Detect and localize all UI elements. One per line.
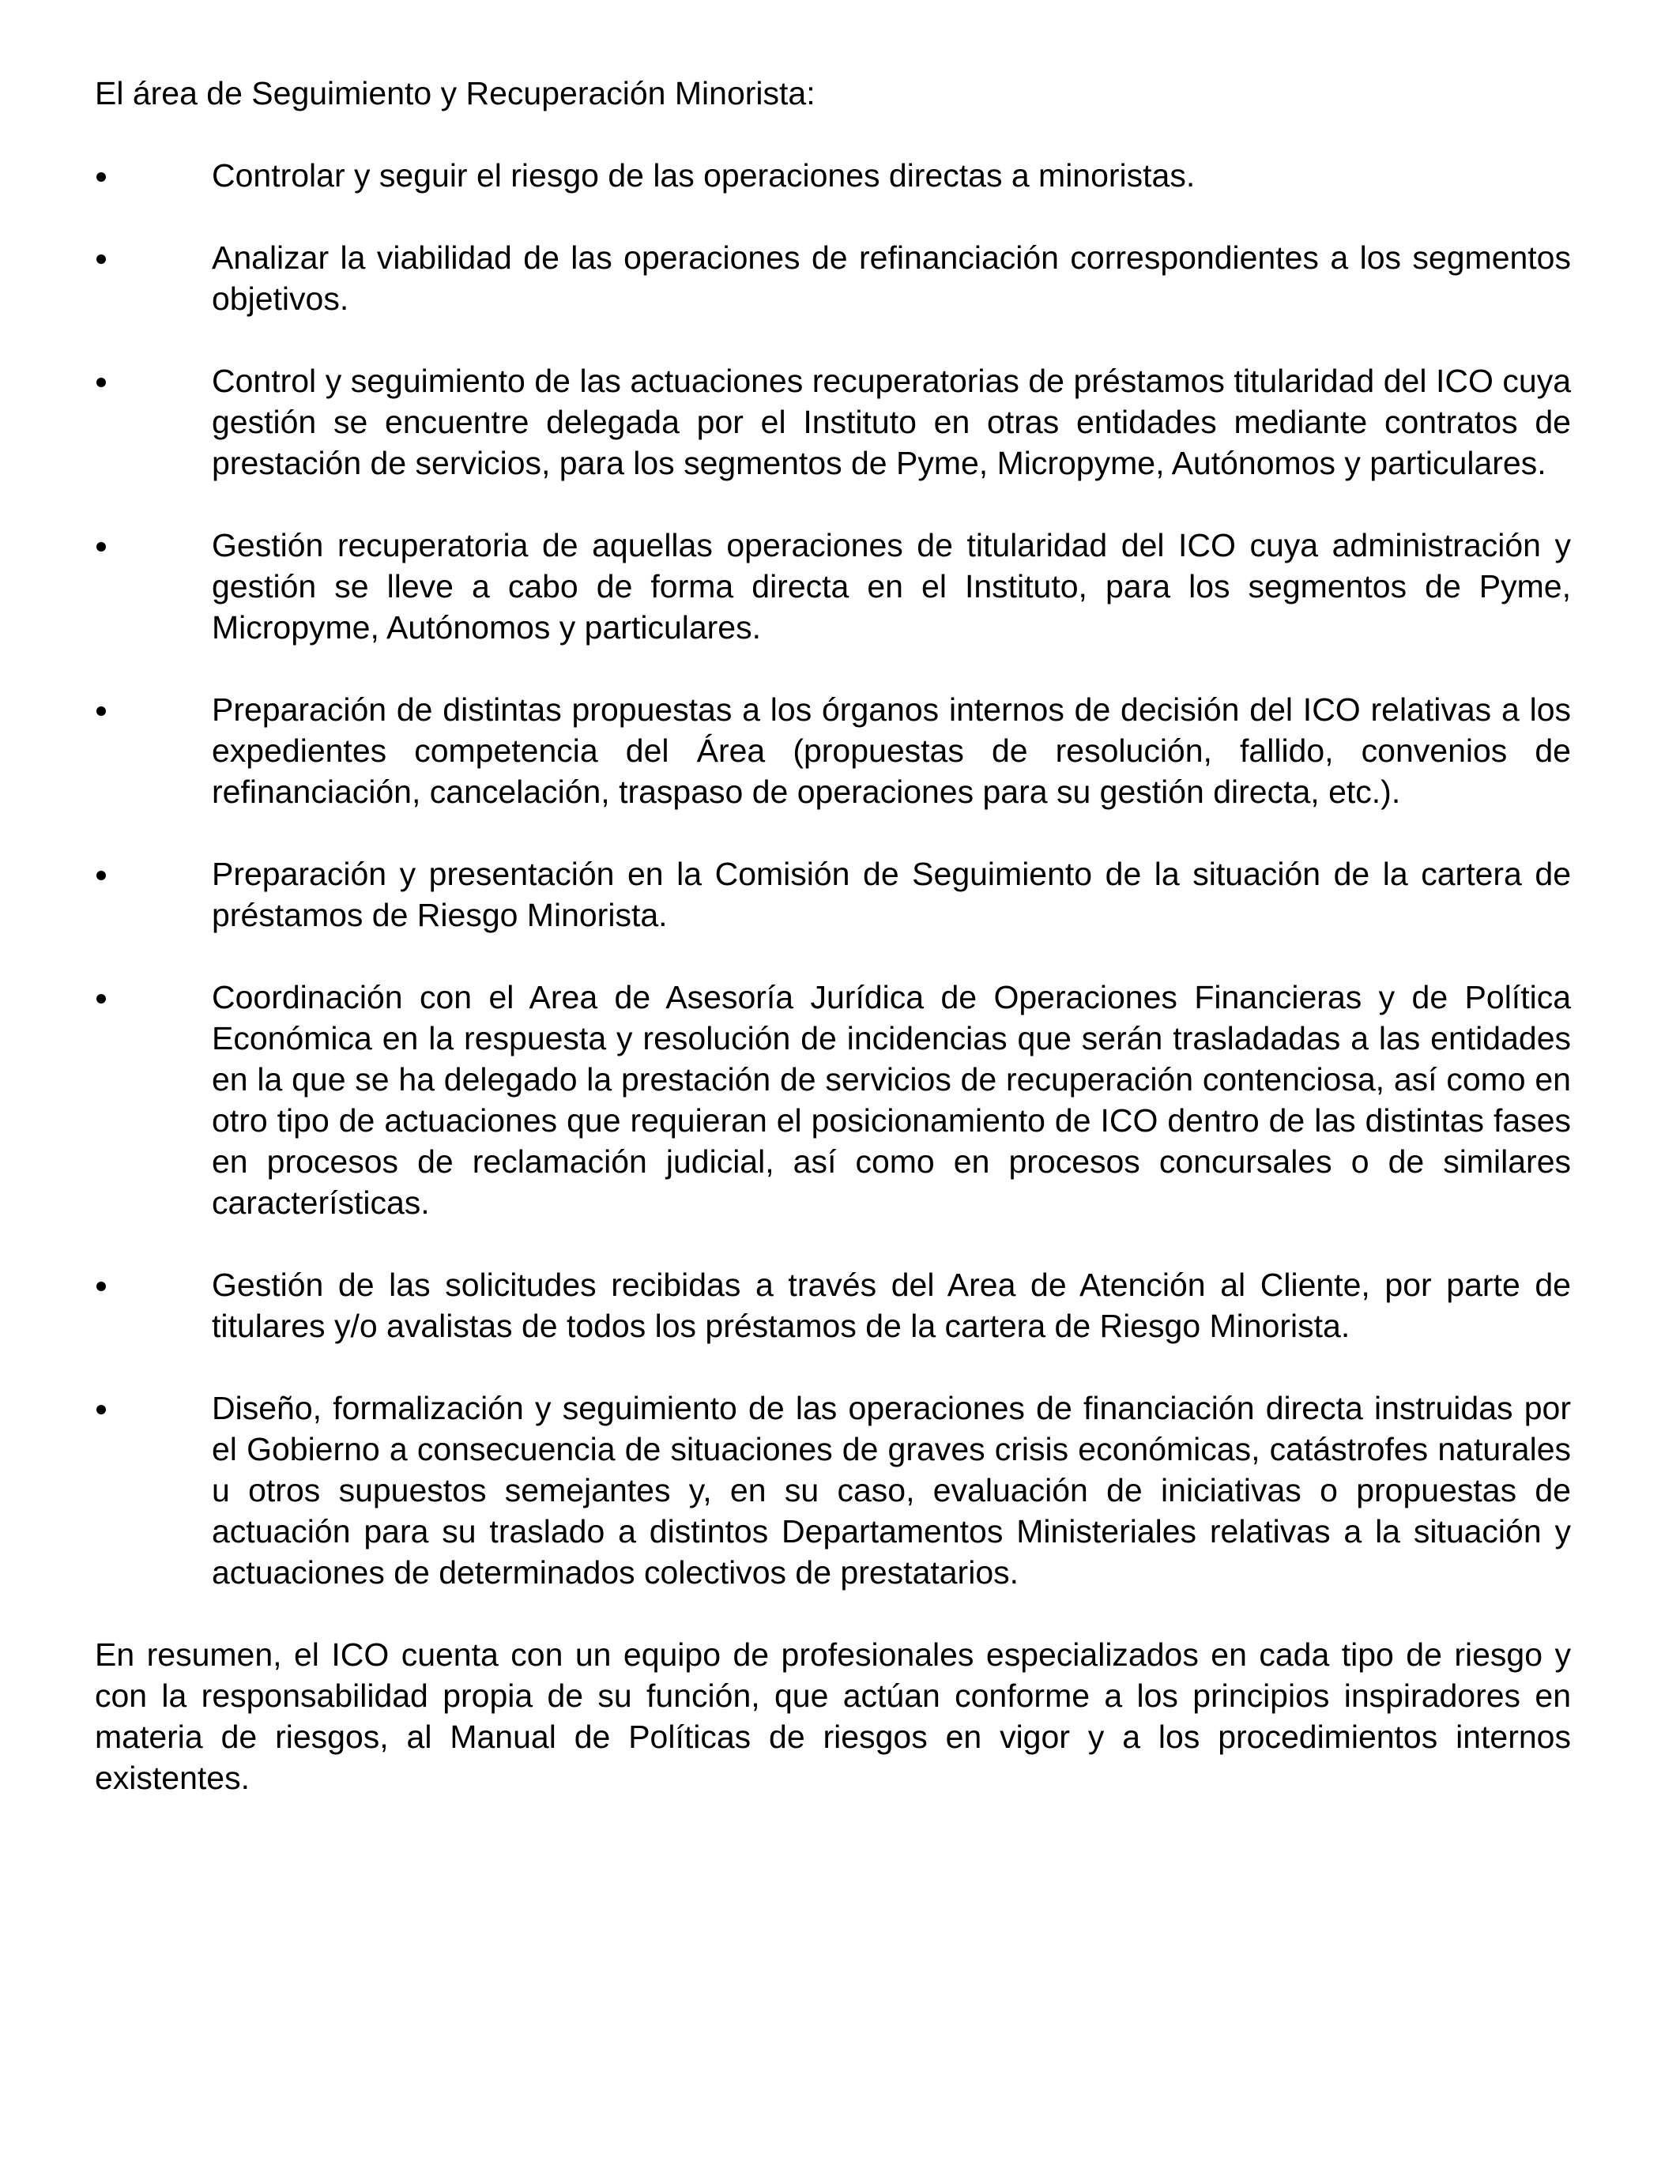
list-item	[95, 525, 1571, 648]
list-item-text: Gestión recuperatoria de aquellas operaciones de titularidad del ICO cuya administración y gestión se lleve a cabo de forma directa en el Instituto, para los segmentos de Pyme, Micropyme, Autónomos y particulares.	[212, 527, 1571, 646]
bullet-icon	[95, 525, 111, 566]
list-item-text: Analizar la viabilidad de las operaciones de refinanciación correspondientes a los segmentos objetivos.	[212, 239, 1571, 317]
list-item-text: Controlar y seguir el riesgo de las operaciones directas a minoristas.	[212, 157, 1196, 194]
list-item-text: Preparación y presentación en la Comisión de Seguimiento de la situación de la cartera de préstamos de Riesgo Minorista.	[212, 856, 1571, 933]
list-item-text: Control y seguimiento de las actuaciones recuperatorias de préstamos titularidad del ICO cuya gestión se encuentre delegada por el Instituto en otras entidades mediante contratos de prestación de servicios, para los segmentos de Pyme, Micropyme, Autónomos y particulares.	[212, 363, 1571, 481]
responsibilities-list	[95, 155, 1571, 1593]
bullet-icon	[95, 1264, 111, 1305]
intro-paragraph: El área de Seguimiento y Recuperación Minorista:	[95, 75, 816, 111]
list-item	[95, 977, 1571, 1223]
list-item	[95, 689, 1571, 812]
list-item	[95, 360, 1571, 484]
bullet-icon	[95, 237, 111, 278]
summary-paragraph: En resumen, el ICO cuenta con un equipo de profesionales especializados en cada tipo de riesgo y con la responsabilidad propia de su función, que actúan conforme a los principios inspiradores en materia de riesgos, al Manual de Políticas de riesgos en vigor y a los procedimientos internos existentes.	[95, 1636, 1571, 1796]
bullet-icon	[95, 1388, 111, 1429]
list-item-text: Gestión de las solicitudes recibidas a través del Area de Atención al Cliente, por parte de titulares y/o avalistas de todos los préstamos de la cartera de Riesgo Minorista.	[212, 1267, 1571, 1344]
list-item-text: Preparación de distintas propuestas a los órganos internos de decisión del ICO relativas a los expedientes competencia del Área (propuestas de resolución, fallido, convenios de refinanciación, cancelación, traspaso de operaciones para su gestión directa, etc.).	[212, 691, 1571, 810]
list-item	[95, 853, 1571, 936]
list-item	[95, 237, 1571, 319]
bullet-icon	[95, 977, 111, 1018]
list-item-text: Coordinación con el Area de Asesoría Jurídica de Operaciones Financieras y de Política Económica en la respuesta y resolución de incidencias que serán trasladadas a las entidades en la que se ha delegado la prestación de servicios de recuperación contenciosa, así como en otro tipo de actuaciones que requieran el posicionamiento de ICO dentro de las distintas fases en procesos de reclamación judicial, así como en procesos concursales o de similares características.	[212, 979, 1571, 1221]
bullet-icon	[95, 689, 111, 730]
list-item	[95, 155, 1571, 196]
bullet-icon	[95, 853, 111, 894]
list-item	[95, 1388, 1571, 1593]
document-page	[95, 73, 1571, 1798]
list-item	[95, 1264, 1571, 1346]
list-item-text: Diseño, formalización y seguimiento de las operaciones de financiación directa instruidas por el Gobierno a consecuencia de situaciones de graves crisis económicas, catástrofes naturales u otros supuestos semejantes y, en su caso, evaluación de iniciativas o propuestas de actuación para su traslado a distintos Departamentos Ministeriales relativas a la situación y actuaciones de determinados colectivos de prestatarios.	[212, 1390, 1571, 1591]
bullet-icon	[95, 155, 111, 196]
bullet-icon	[95, 360, 111, 401]
